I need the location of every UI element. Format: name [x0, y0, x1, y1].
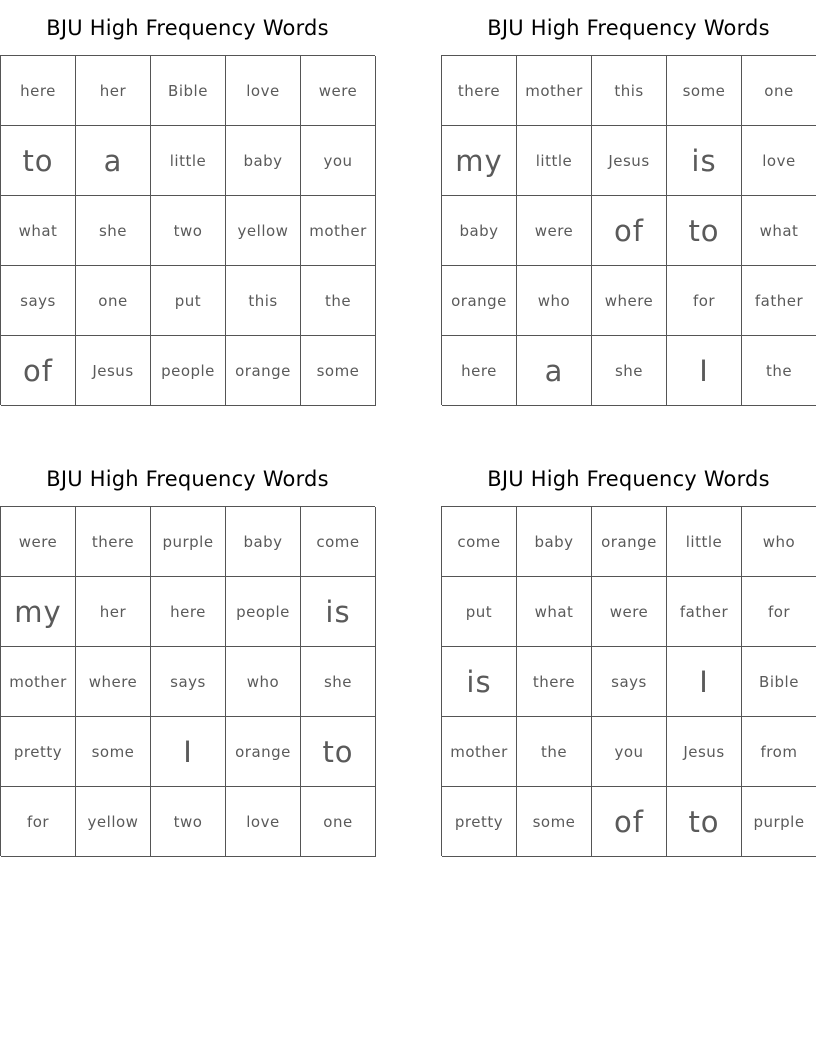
word-cell: what: [517, 577, 592, 647]
word-cell: her: [76, 56, 151, 126]
word-cell: some: [301, 336, 376, 406]
card-title: BJU High Frequency Words: [46, 16, 329, 40]
card-title: BJU High Frequency Words: [487, 16, 770, 40]
word-cell: orange: [226, 336, 301, 406]
word-cell: come: [301, 507, 376, 577]
word-cell: purple: [742, 787, 816, 857]
word-cell: is: [667, 126, 742, 196]
word-cell: some: [76, 717, 151, 787]
card-title: BJU High Frequency Words: [46, 467, 329, 491]
word-cell: orange: [442, 266, 517, 336]
word-cell: you: [592, 717, 667, 787]
word-cell: from: [742, 717, 816, 787]
word-cell: there: [76, 507, 151, 577]
word-cell: she: [592, 336, 667, 406]
word-cell: here: [151, 577, 226, 647]
word-cell: orange: [592, 507, 667, 577]
word-cell: is: [301, 577, 376, 647]
word-cell: I: [667, 336, 742, 406]
word-cell: two: [151, 787, 226, 857]
word-cell: pretty: [1, 717, 76, 787]
word-cell: mother: [1, 647, 76, 717]
word-cell: put: [151, 266, 226, 336]
word-grid: [0, 506, 375, 856]
word-cell: mother: [442, 717, 517, 787]
bingo-card: [441, 451, 816, 856]
word-cell: father: [667, 577, 742, 647]
word-cell: is: [442, 647, 517, 717]
word-cell: you: [301, 126, 376, 196]
word-cell: where: [592, 266, 667, 336]
word-grid: [441, 506, 816, 856]
word-cell: here: [1, 56, 76, 126]
word-cell: where: [76, 647, 151, 717]
word-cell: one: [742, 56, 816, 126]
word-cell: there: [517, 647, 592, 717]
word-cell: some: [667, 56, 742, 126]
word-cell: baby: [226, 507, 301, 577]
word-cell: one: [301, 787, 376, 857]
word-cell: to: [667, 196, 742, 266]
word-cell: there: [442, 56, 517, 126]
word-cell: come: [442, 507, 517, 577]
word-cell: I: [667, 647, 742, 717]
word-cell: little: [151, 126, 226, 196]
word-cell: were: [592, 577, 667, 647]
word-cell: were: [1, 507, 76, 577]
word-cell: mother: [301, 196, 376, 266]
word-cell: love: [226, 787, 301, 857]
word-cell: yellow: [76, 787, 151, 857]
word-cell: a: [517, 336, 592, 406]
word-cell: my: [1, 577, 76, 647]
word-cell: put: [442, 577, 517, 647]
word-cell: love: [742, 126, 816, 196]
word-cell: of: [592, 787, 667, 857]
bingo-card: [0, 0, 375, 405]
word-cell: Jesus: [592, 126, 667, 196]
word-cell: love: [226, 56, 301, 126]
word-cell: this: [226, 266, 301, 336]
word-cell: mother: [517, 56, 592, 126]
word-cell: people: [226, 577, 301, 647]
word-cell: what: [742, 196, 816, 266]
word-grid: [0, 55, 375, 405]
word-cell: for: [667, 266, 742, 336]
word-cell: the: [742, 336, 816, 406]
word-cell: she: [76, 196, 151, 266]
word-cell: of: [1, 336, 76, 406]
word-cell: Jesus: [667, 717, 742, 787]
word-cell: she: [301, 647, 376, 717]
word-cell: purple: [151, 507, 226, 577]
word-cell: of: [592, 196, 667, 266]
word-cell: the: [301, 266, 376, 336]
word-cell: one: [76, 266, 151, 336]
word-cell: here: [442, 336, 517, 406]
word-cell: Bible: [742, 647, 816, 717]
word-cell: pretty: [442, 787, 517, 857]
word-cell: to: [667, 787, 742, 857]
word-cell: to: [301, 717, 376, 787]
word-cell: Jesus: [76, 336, 151, 406]
word-cell: were: [301, 56, 376, 126]
word-cell: some: [517, 787, 592, 857]
word-cell: what: [1, 196, 76, 266]
word-cell: the: [517, 717, 592, 787]
word-cell: baby: [517, 507, 592, 577]
word-cell: Bible: [151, 56, 226, 126]
word-cell: her: [76, 577, 151, 647]
word-cell: says: [1, 266, 76, 336]
word-cell: my: [442, 126, 517, 196]
word-cell: father: [742, 266, 816, 336]
word-cell: for: [742, 577, 816, 647]
word-cell: this: [592, 56, 667, 126]
word-cell: I: [151, 717, 226, 787]
card-title: BJU High Frequency Words: [487, 467, 770, 491]
word-grid: [441, 55, 816, 405]
word-cell: were: [517, 196, 592, 266]
word-cell: who: [226, 647, 301, 717]
word-cell: orange: [226, 717, 301, 787]
word-cell: to: [1, 126, 76, 196]
bingo-card: [441, 0, 816, 405]
bingo-card: [0, 451, 375, 856]
word-cell: for: [1, 787, 76, 857]
word-cell: little: [667, 507, 742, 577]
word-cell: baby: [226, 126, 301, 196]
word-cell: little: [517, 126, 592, 196]
word-cell: says: [592, 647, 667, 717]
word-cell: a: [76, 126, 151, 196]
word-cell: yellow: [226, 196, 301, 266]
word-cell: who: [742, 507, 816, 577]
word-cell: says: [151, 647, 226, 717]
word-cell: baby: [442, 196, 517, 266]
word-cell: two: [151, 196, 226, 266]
word-cell: who: [517, 266, 592, 336]
word-cell: people: [151, 336, 226, 406]
